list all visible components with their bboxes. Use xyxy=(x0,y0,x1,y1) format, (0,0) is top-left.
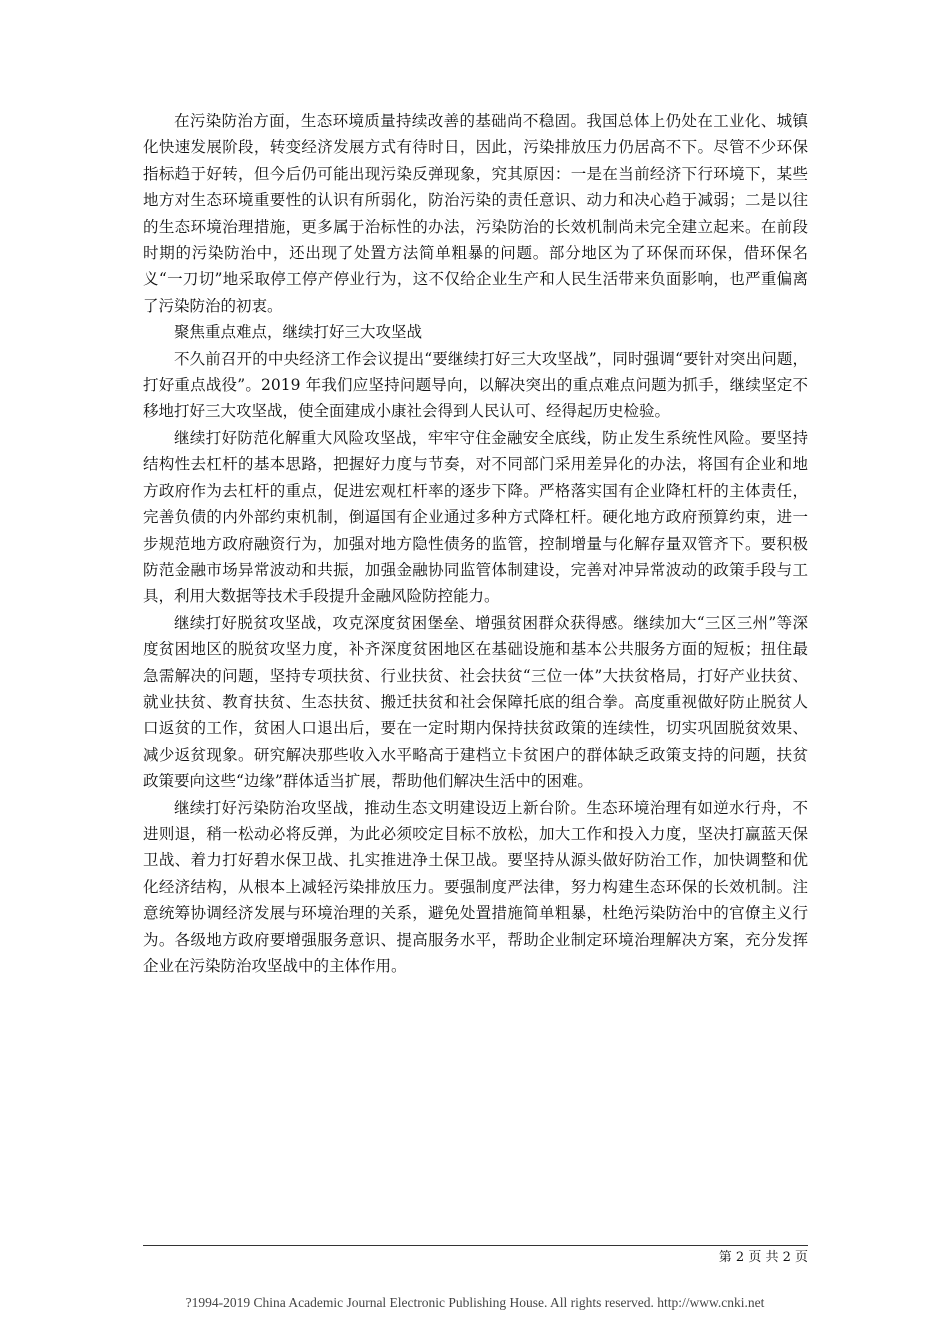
page-number: 第 2 页 共 2 页 xyxy=(718,1250,808,1265)
footer-divider xyxy=(143,1245,808,1246)
paragraph-economic-conference: 不久前召开的中央经济工作会议提出“要继续打好三大攻坚战”，同时强调“要针对突出问题，打好重点战役”。2019 年我们应坚持问题导向，以解决突出的重点难点问题为抓手，继续坚定不移地打好三大攻坚战，使全面建成小康社会得到人民认可、经得起历史检验。 xyxy=(143,349,808,421)
article-body xyxy=(143,108,808,979)
copyright-notice: ?1994-2019 China Academic Journal Electronic Publishing House. All rights reserved. http://www.cnki.net xyxy=(185,1295,765,1310)
paragraph-pollution-status: 在污染防治方面，生态环境质量持续改善的基础尚不稳固。我国总体上仍处在工业化、城镇化快速发展阶段，转变经济发展方式有待时日，因此，污染排放压力仍居高不下。尽管不少环保指标趋于好转，但今后仍可能出现污染反弹现象，究其原因：一是在当前经济下行环境下，某些地方对生态环境重要性的认识有所弱化，防治污染的责任意识、动力和决心趋于减弱；二是以往的生态环境治理措施，更多属于治标性的办法，污染防治的长效机制尚未完全建立起来。在前段时期的污染防治中，还出现了处置方法简单粗暴的问题。部分地区为了环保而环保，借环保名义“一刀切”地采取停工停产停业行为，这不仅给企业生产和人民生活带来负面影响，也严重偏离了污染防治的初衷。 xyxy=(143,112,808,315)
paragraph-pollution-control: 继续打好污染防治攻坚战，推动生态文明建设迈上新台阶。生态环境治理有如逆水行舟，不进则退，稍一松动必将反弹，为此必须咬定目标不放松，加大工作和投入力度，坚决打赢蓝天保卫战、着力打好碧水保卫战、扎实推进净土保卫战。要坚持从源头做好防治工作，加快调整和优化经济结构，从根本上减轻污染排放压力。要强制度严法律，努力构建生态环保的长效机制。注意统筹协调经济发展与环境治理的关系，避免处置措施简单粗暴，杜绝污染防治中的官僚主义行为。各级地方政府要增强服务意识、提高服务水平，帮助企业制定环境治理解决方案，充分发挥企业在污染防治攻坚战中的主体作用。 xyxy=(143,798,808,975)
section-heading: 聚焦重点难点，继续打好三大攻坚战 xyxy=(174,323,423,342)
paragraph-poverty-alleviation: 继续打好脱贫攻坚战，攻克深度贫困堡垒、增强贫困群众获得感。继续加大“三区三州”等深度贫困地区的脱贫攻坚力度，补齐深度贫困地区在基础设施和基本公共服务方面的短板；扭住最急需解决的问题，坚持专项扶贫、行业扶贫、社会扶贫“三位一体”大扶贫格局，打好产业扶贫、就业扶贫、教育扶贫、生态扶贫、搬迁扶贫和社会保障托底的组合拳。高度重视做好防止脱贫人口返贫的工作，贫困人口退出后，要在一定时期内保持扶贫政策的连续性，切实巩固脱贫效果、减少返贫现象。研究解决那些收入水平略高于建档立卡贫困户的群体缺乏政策支持的问题，扶贫政策要向这些“边缘”群体适当扩展，帮助他们解决生活中的困难。 xyxy=(143,613,808,791)
paragraph-financial-risk: 继续打好防范化解重大风险攻坚战，牢牢守住金融安全底线，防止发生系统性风险。要坚持结构性去杠杆的基本思路，把握好力度与节奏，对不同部门采用差异化的办法，将国有企业和地方政府作为去杠杆的重点，促进宏观杠杆率的逐步下降。严格落实国有企业降杠杆的主体责任，完善负债的内外部约束机制，倒逼国有企业通过多种方式降杠杆。硬化地方政府预算约束，进一步规范地方政府融资行为，加强对地方隐性债务的监管，控制增量与化解存量双管齐下。要积极防范金融市场异常波动和共振，加强金融协同监管体制建设，完善对冲异常波动的政策手段与工具，利用大数据等技术手段提升金融风险防控能力。 xyxy=(143,428,808,606)
